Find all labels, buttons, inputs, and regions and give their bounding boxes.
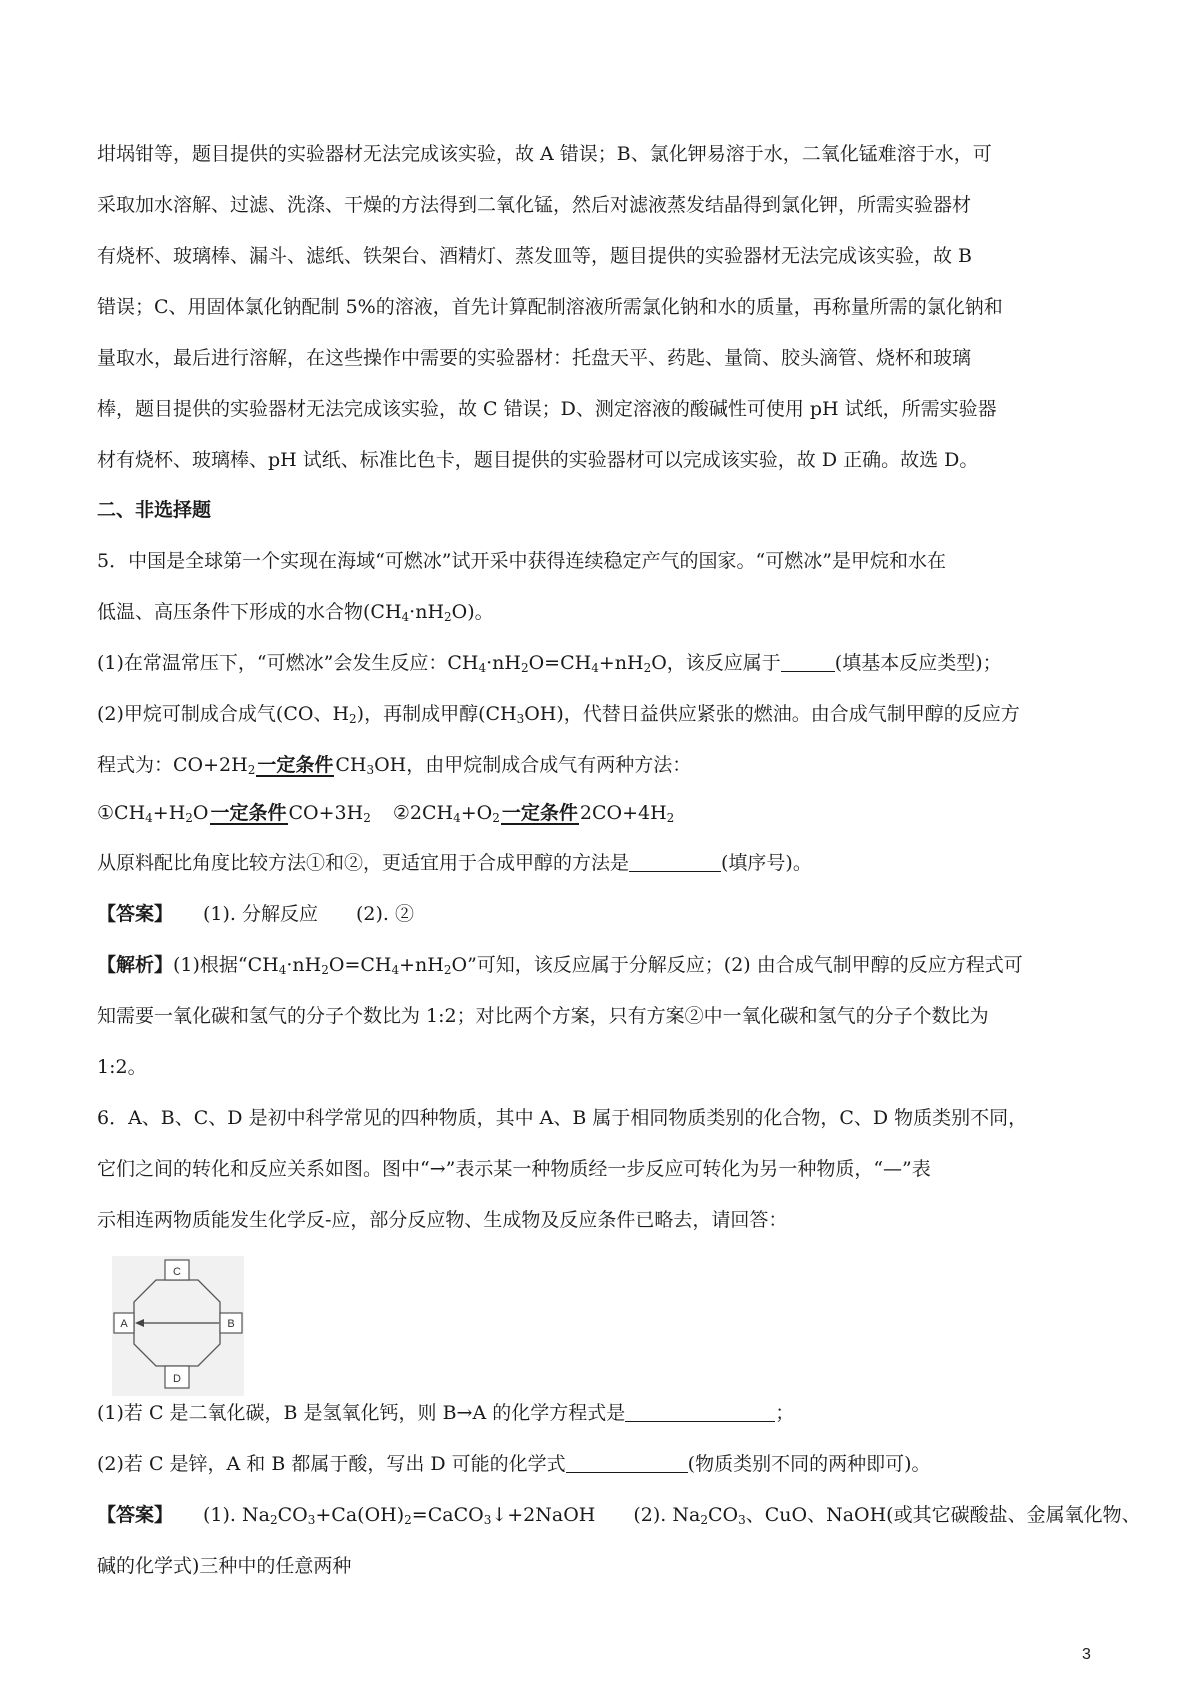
q5-part-2-line-1: (2)甲烷可制成合成气(CO、$H_2$)，再制成甲醇$(CH_3OH)$，代替日益供应紧张的燃油。由合成气制甲醇的反应方 [97, 703, 1020, 726]
q5-part-1: (1)在常温常压下，“可燃冰”会发生反应：$CH_4\cdot nH_2O=CH_4+nH_2O$，该反应属于 (填基本反应类型)； [97, 652, 1002, 675]
q5-methods [97, 800, 1107, 832]
analysis-q4-line-2: 采取加水溶解、过滤、洗涤、干燥的方法得到二氧化锰，然后对滤液蒸发结晶得到氯化钾，所需实验器材 [97, 194, 972, 216]
analysis-q4-line-4: 错误；C、用固体氯化钠配制 5%的溶液，首先计算配制溶液所需氯化钠和水的质量，再称量所需的氯化钠和 [97, 296, 1003, 318]
q6-stem-line-1: 6．A、B、C、D 是初中科学常见的四种物质，其中 A、B 属于相同物质类别的化合物，C、D 物质类别不同， [97, 1107, 1028, 1129]
q6-part-2-answer-blank[interactable] [566, 1454, 688, 1473]
q5-answer: 【答案】 (1). 分解反应 (2). ② [97, 903, 415, 925]
q5-part-2-answer-blank[interactable] [629, 853, 721, 872]
analysis-q4-line-5: 量取水，最后进行溶解，在这些操作中需要的实验器材：托盘天平、药匙、量筒、胶头滴管、烧杯和玻璃 [97, 347, 972, 369]
answer-label: 【答案】 [97, 903, 174, 925]
answer-label: 【答案】 [97, 1504, 174, 1526]
q5-stem-line-1: 5．中国是全球第一个实现在海域“可燃冰”试开采中获得连续稳定产气的国家。“可燃冰”是甲烷和水在 [97, 550, 946, 572]
q6-part-1-answer-blank[interactable] [625, 1403, 775, 1422]
q6-answer-line-1: 【答案】 (1). $Na_2CO_3+Ca(OH)_2=CaCO_3↓+2NaOH$ (2). $Na_2CO_3$、CuO、NaOH(或其它碳酸盐、金属氧化物、 [97, 1504, 1141, 1527]
method-1: $①CH_4+H_2O$ 一定条件 $CO+3H_2$ [97, 802, 371, 825]
label-b: B [227, 1318, 235, 1330]
label-a: A [120, 1318, 128, 1330]
reaction-diagram [112, 1256, 244, 1396]
analysis-q4-line-6: 棒，题目提供的实验器材无法完成该实验，故 C 错误；D、测定溶液的酸碱性可使用 pH 试纸，所需实验器 [97, 398, 997, 420]
page-number: 3 [1082, 1646, 1091, 1663]
q6-stem-line-2: 它们之间的转化和反应关系如图。图中“→”表示某一种物质经一步反应可转化为另一种物质，“—”表 [97, 1158, 931, 1180]
label-d: D [173, 1373, 181, 1385]
method-2: $②2CH_4+O_2$ 一定条件 $2CO+4H_2$ [392, 802, 675, 825]
q5-analysis-line-1: 【解析】(1)根据“$CH_4\cdot nH_2O=CH_4+nH_2O$”可知，该反应属于分解反应；(2) 由合成气制甲醇的反应方程式可 [97, 954, 1023, 977]
q5-stem-line-2: 低温、高压条件下形成的水合物$(CH_4\cdot nH_2O)$。 [97, 601, 494, 624]
q5-part-2-line-2: 程式为：$CO+2H_2$ 一定条件 $CH_3OH$，由甲烷制成合成气有两种方法： [97, 754, 692, 777]
q6-answer-line-2: 碱的化学式)三种中的任意两种 [97, 1555, 352, 1577]
q6-part-1: (1)若 C 是二氧化碳，B 是氢氧化钙，则 B→A 的化学方程式是 ； [97, 1402, 795, 1424]
q6-part-2: (2)若 C 是锌，A 和 B 都属于酸，写出 D 可能的化学式 (物质类别不同的两种即可)。 [97, 1453, 931, 1475]
q5-compare: 从原料配比角度比较方法①和②，更适宜用于合成甲醇的方法是 (填序号)。 [97, 852, 812, 874]
analysis-label: 【解析】 [97, 954, 174, 976]
section-heading: 二、非选择题 [97, 499, 212, 521]
analysis-q4-line-1: 坩埚钳等，题目提供的实验器材无法完成该实验，故 A 错误；B、氯化钾易溶于水，二氧化锰难溶于水，可 [97, 143, 992, 165]
label-c: C [173, 1266, 181, 1278]
analysis-q4-line-7: 材有烧杯、玻璃棒、pH 试纸、标准比色卡，题目提供的实验器材可以完成该实验，故 D 正确。故选 D。 [97, 449, 979, 471]
q5-analysis-line-3: 1:2。 [97, 1056, 147, 1078]
q5-part-1-answer-blank[interactable] [781, 653, 835, 672]
reaction-condition: 一定条件 [257, 754, 334, 776]
analysis-q4-line-3: 有烧杯、玻璃棒、漏斗、滤纸、铁架台、酒精灯、蒸发皿等，题目提供的实验器材无法完成该实验，故 B [97, 245, 973, 267]
q5-analysis-line-2: 知需要一氧化碳和氢气的分子个数比为 1:2；对比两个方案，只有方案②中一氧化碳和氢气的分子个数比为 [97, 1005, 989, 1027]
q6-stem-line-3: 示相连两物质能发生化学反-应，部分反应物、生成物及反应条件已略去，请回答： [97, 1209, 788, 1231]
